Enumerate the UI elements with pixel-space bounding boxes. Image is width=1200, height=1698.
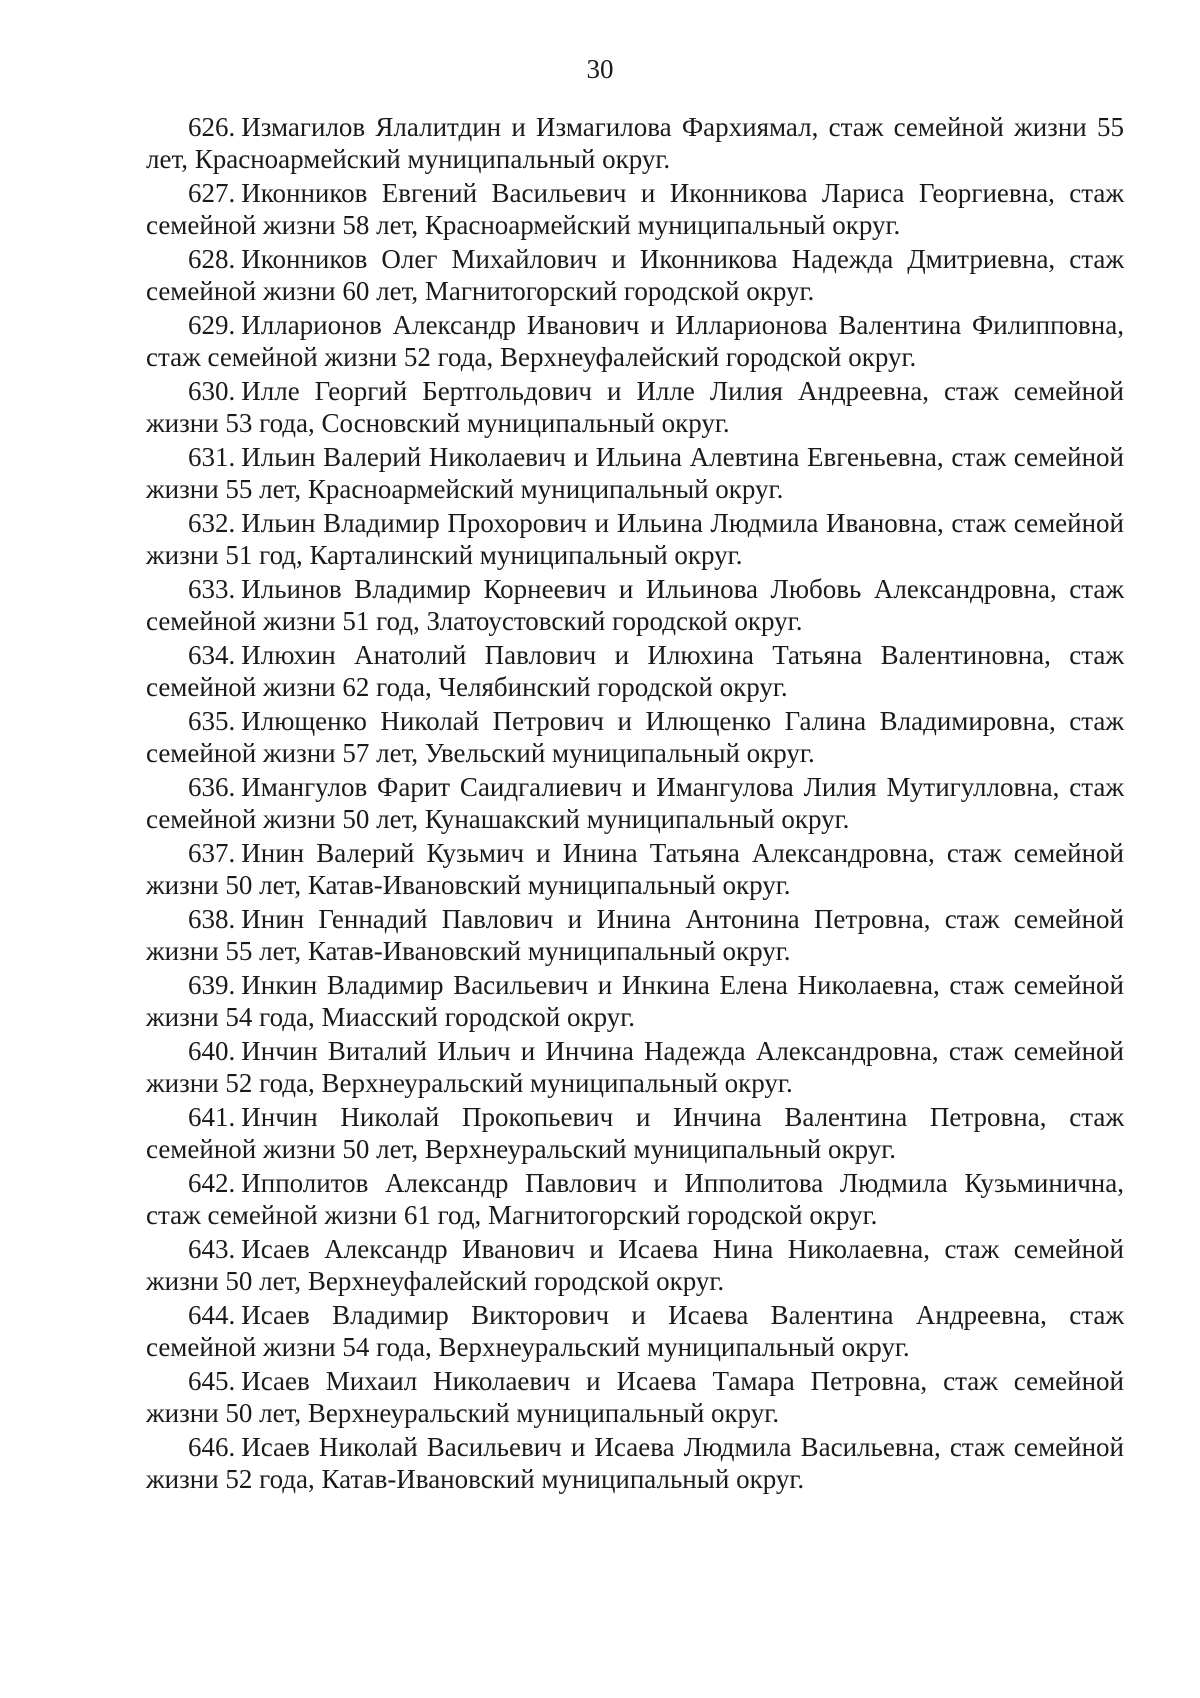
entry-text: Инин Валерий Кузьмич и Инина Татьяна Александровна, стаж семейной жизни 50 лет, Катав-Ивановский муниципальный округ.: [146, 838, 1124, 900]
entry-text: Инин Геннадий Павлович и Инина Антонина Петровна, стаж семейной жизни 55 лет, Катав-Ивановский муниципальный округ.: [146, 904, 1124, 966]
entry-text: Инчин Николай Прокопьевич и Инчина Валентина Петровна, стаж семейной жизни 50 лет, Верхнеуральский муниципальный округ.: [146, 1102, 1124, 1164]
entry-number: 632.: [188, 508, 236, 538]
list-item: [146, 1035, 1124, 1099]
list-item: [146, 903, 1124, 967]
entry-number: 639.: [188, 970, 236, 1000]
entry-text: Измагилов Ялалитдин и Измагилова Фархиямал, стаж семейной жизни 55 лет, Красноармейский муниципальный округ.: [146, 112, 1124, 174]
list-item: [146, 969, 1124, 1033]
list-item: [146, 771, 1124, 835]
entry-text: Инкин Владимир Васильевич и Инкина Елена Николаевна, стаж семейной жизни 54 года, Миасский городской округ.: [146, 970, 1124, 1032]
entry-text: Имангулов Фарит Саидгалиевич и Имангулова Лилия Мутигулловна, стаж семейной жизни 50 лет, Кунашакский муниципальный округ.: [146, 772, 1124, 834]
entry-number: 628.: [188, 244, 236, 274]
entry-text: Исаев Николай Васильевич и Исаева Людмила Васильевна, стаж семейной жизни 52 года, Катав-Ивановский муниципальный округ.: [146, 1432, 1124, 1494]
entry-number: 643.: [188, 1234, 236, 1264]
list-item: [146, 309, 1124, 373]
list-item: [146, 1431, 1124, 1495]
list-item: [146, 837, 1124, 901]
entry-number: 641.: [188, 1102, 236, 1132]
entry-number: 638.: [188, 904, 236, 934]
list-item: [146, 441, 1124, 505]
entry-text: Ильин Валерий Николаевич и Ильина Алевтина Евгеньевна, стаж семейной жизни 55 лет, Красноармейский муниципальный округ.: [146, 442, 1124, 504]
entry-number: 626.: [188, 112, 236, 142]
list-item: [146, 507, 1124, 571]
list-item: [146, 375, 1124, 439]
entry-text: Исаев Михаил Николаевич и Исаева Тамара Петровна, стаж семейной жизни 50 лет, Верхнеуральский муниципальный округ.: [146, 1366, 1124, 1428]
entry-text: Илюхин Анатолий Павлович и Илюхина Татьяна Валентиновна, стаж семейной жизни 62 года, Челябинский городской округ.: [146, 640, 1124, 702]
entry-number: 642.: [188, 1168, 236, 1198]
entry-number: 640.: [188, 1036, 236, 1066]
entry-text: Илларионов Александр Иванович и Илларионова Валентина Филипповна, стаж семейной жизни 52 года, Верхнеуфалейский городской округ.: [146, 310, 1124, 372]
entry-text: Илющенко Николай Петрович и Илющенко Галина Владимировна, стаж семейной жизни 57 лет, Увельский муниципальный округ.: [146, 706, 1124, 768]
page-number: 30: [586, 54, 614, 84]
entry-text: Ильин Владимир Прохорович и Ильина Людмила Ивановна, стаж семейной жизни 51 год, Карталинский муниципальный округ.: [146, 508, 1124, 570]
entry-number: 645.: [188, 1366, 236, 1396]
list-item: [146, 1365, 1124, 1429]
entry-number: 630.: [188, 376, 236, 406]
entry-number: 637.: [188, 838, 236, 868]
entry-text: Инчин Виталий Ильич и Инчина Надежда Александровна, стаж семейной жизни 52 года, Верхнеуральский муниципальный округ.: [146, 1036, 1124, 1098]
entry-number: 631.: [188, 442, 236, 472]
list-item: [146, 573, 1124, 637]
entry-number: 634.: [188, 640, 236, 670]
entry-text: Ильинов Владимир Корнеевич и Ильинова Любовь Александровна, стаж семейной жизни 51 год, Златоустовский городской округ.: [146, 574, 1124, 636]
entry-text: Иконников Евгений Васильевич и Иконникова Лариса Георгиевна, стаж семейной жизни 58 лет, Красноармейский муниципальный округ.: [146, 178, 1124, 240]
entry-text: Исаев Владимир Викторович и Исаева Валентина Андреевна, стаж семейной жизни 54 года, Верхнеуральский муниципальный округ.: [146, 1300, 1124, 1362]
list-item: [146, 1101, 1124, 1165]
list-item: [146, 1167, 1124, 1231]
entry-list: [146, 111, 1124, 1497]
list-item: [146, 639, 1124, 703]
list-item: [146, 705, 1124, 769]
list-item: [146, 177, 1124, 241]
entry-number: 629.: [188, 310, 236, 340]
entry-number: 646.: [188, 1432, 236, 1462]
list-item: [146, 243, 1124, 307]
entry-text: Иконников Олег Михайлович и Иконникова Надежда Дмитриевна, стаж семейной жизни 60 лет, Магнитогорский городской округ.: [146, 244, 1124, 306]
list-item: [146, 1299, 1124, 1363]
entry-text: Илле Георгий Бертгольдович и Илле Лилия Андреевна, стаж семейной жизни 53 года, Сосновский муниципальный округ.: [146, 376, 1124, 438]
entry-number: 635.: [188, 706, 236, 736]
entry-text: Ипполитов Александр Павлович и Ипполитова Людмила Кузьминична, стаж семейной жизни 61 год, Магнитогорский городской округ.: [146, 1168, 1124, 1230]
entry-number: 633.: [188, 574, 236, 604]
entry-number: 644.: [188, 1300, 236, 1330]
entry-text: Исаев Александр Иванович и Исаева Нина Николаевна, стаж семейной жизни 50 лет, Верхнеуфалейский городской округ.: [146, 1234, 1124, 1296]
list-item: [146, 111, 1124, 175]
entry-number: 636.: [188, 772, 236, 802]
list-item: [146, 1233, 1124, 1297]
entry-number: 627.: [188, 178, 236, 208]
